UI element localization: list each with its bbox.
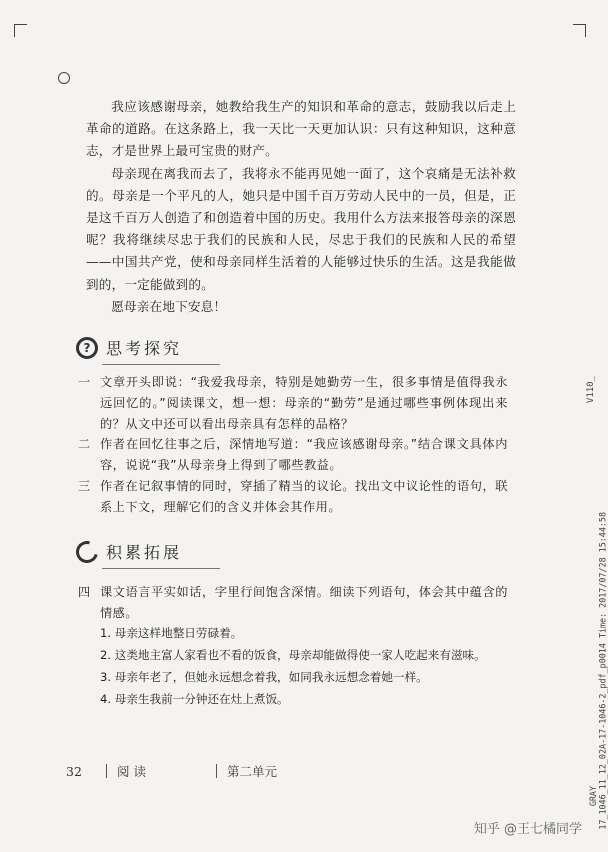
watermark: 知乎 @王七橘同学 [473, 822, 582, 837]
body-text [86, 96, 516, 318]
question-icon: ? [76, 337, 98, 359]
section-heading-think [76, 336, 182, 359]
paragraph: 我应该感谢母亲，她教给我生产的知识和革命的意志，鼓励我以后走上革命的道路。在这条路上，我一天比一天更加认识：只有这种知识，这种意志，才是世界上最可宝贵的财产。 [86, 99, 516, 159]
paragraph: 愿母亲在地下安息！ [111, 298, 227, 314]
paragraph: 母亲现在离我而去了，我将永不能再见她一面了，这个哀痛是无法补救的。母亲是一个平凡的人，她只是中国千百万劳动人民中的一员，但是，正是这千百万人创造了和创造着中国的历史。我用什么方法来报答母亲的深恩呢？我将继续尽忠于我们的民族和人民，尽忠于我们的民族和人民的希望——中国共产党，使和母亲同样生活着的人能够过快乐的生活。这是我能做到的，一定能做到的。 [86, 165, 516, 292]
question-number: 三 [78, 478, 91, 493]
page-number: 32 [66, 763, 82, 779]
question-item [78, 476, 508, 518]
list-item: 3. 母亲年老了，但她永远想念着我，如同我永远想念着她一样。 [100, 670, 428, 684]
section-heading-extend [76, 540, 182, 563]
list-item: 2. 这类地主富人家看也不看的饭食，母亲却能做得使一家人吃起来有滋味。 [100, 648, 486, 662]
question-text: 作者在回忆往事之后，深情地写道：“我应该感谢母亲。”结合课文具体内容，说说“我”从母亲身上得到了哪些教益。 [100, 437, 508, 473]
print-slug: 17_1046_11_12_02A-17-1046-2_pdf_p0014 Time: 2017/07/28 15:44:58 [598, 512, 608, 830]
crop-mark-left [14, 24, 27, 37]
question-text: 文章开头即说：“我爱我母亲，特别是她勤劳一生，很多事情是值得我永远回忆的。”阅读课文，想一想：母亲的“勤劳”是通过哪些事例体现出来的？从文中还可以看出母亲具有怎样的品格？ [100, 375, 508, 431]
side-code: V110_ [586, 376, 596, 404]
question-text: 课文语言平实如话，字里行间饱含深情。细读下列语句，体会其中蕴含的情感。 [100, 585, 508, 620]
gray-label: GRAY [588, 786, 598, 807]
section-title: 思考探究 [106, 339, 183, 358]
footer-divider [216, 764, 217, 778]
question-list [78, 372, 508, 518]
footer-unit: 第二单元 [227, 764, 278, 779]
question-text: 作者在记叙事情的同时，穿插了精当的议论。找出文中议论性的语句，联系上下文，理解它们的含义并体会其作用。 [100, 478, 508, 514]
page-footer [66, 762, 278, 780]
question-item [78, 582, 508, 624]
section-title: 积累拓展 [106, 543, 183, 562]
heading-rule [102, 364, 220, 365]
refresh-arrow-icon [72, 536, 102, 566]
footer-divider [106, 764, 107, 778]
question-number: 二 [78, 437, 91, 452]
register-mark-icon [58, 72, 70, 84]
footer-section: 阅 读 [117, 764, 146, 779]
crop-mark-right [573, 24, 586, 37]
heading-rule [102, 568, 220, 569]
question-number: 四 [78, 585, 91, 599]
question-item [78, 434, 508, 476]
question-item [78, 372, 508, 434]
question-list [78, 582, 508, 624]
list-item: 1. 母亲这样地整日劳碌着。 [100, 626, 243, 640]
question-number: 一 [78, 375, 91, 389]
list-item: 4. 母亲生我前一分钟还在灶上煮饭。 [100, 692, 289, 706]
sentence-list [100, 622, 520, 710]
